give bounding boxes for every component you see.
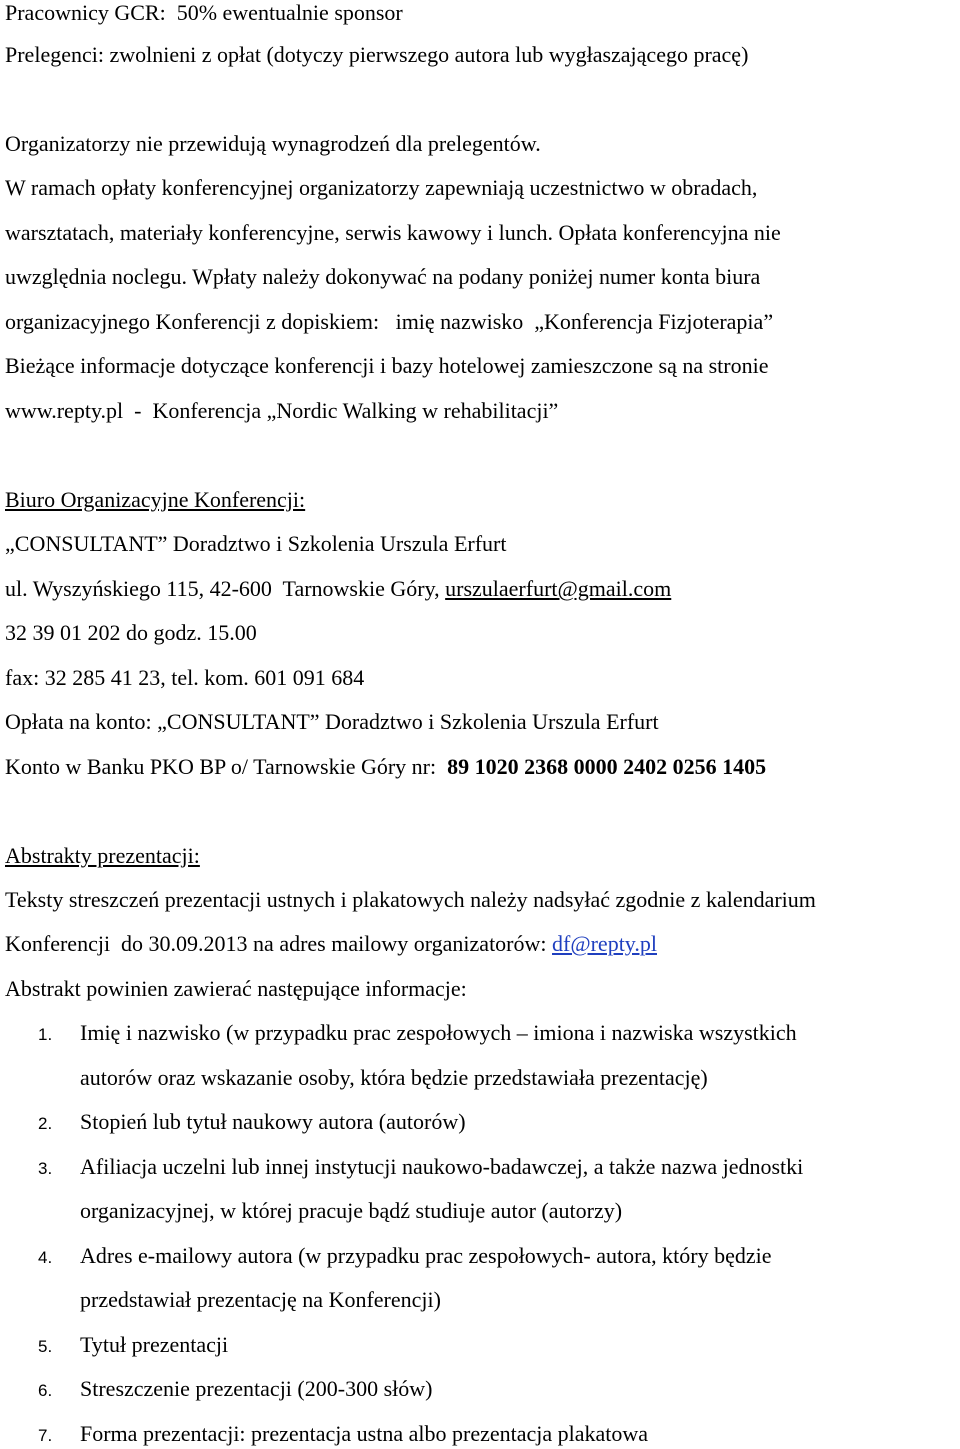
text-line: Bieżące informacje dotyczące konferencji i bazy hotelowej zamieszczone są na stronie <box>5 353 769 378</box>
office-heading: Biuro Organizacyjne Konferencji: <box>5 487 306 512</box>
text-line: uwzględnia noclegu. Wpłaty należy dokonywać na podany poniżej numer konta biura <box>5 264 761 289</box>
list-number: 1. <box>38 1025 53 1044</box>
text-line: organizacyjnego Konferencji z dopiskiem: imię nazwisko „Konferencja Fizjoterapia” <box>5 309 774 334</box>
list-item: Streszczenie prezentacji (200-300 słów) <box>80 1376 433 1401</box>
list-item: Imię i nazwisko (w przypadku prac zespołowych – imiona i nazwiska wszystkich <box>80 1020 797 1045</box>
text-line: „CONSULTANT” Doradztwo i Szkolenia Urszula Erfurt <box>5 531 507 556</box>
email-link[interactable]: urszulaerfurt@gmail.com <box>445 576 672 601</box>
text-line: fax: 32 285 41 23, tel. kom. 601 091 684 <box>5 665 365 690</box>
list-number: 4. <box>38 1248 53 1267</box>
list-item-continuation: autorów oraz wskazanie osoby, która będzie przedstawiała prezentację) <box>80 1065 708 1090</box>
list-item: Forma prezentacji: prezentacja ustna albo prezentacja plakatowa <box>80 1421 649 1446</box>
account-number: 89 1020 2368 0000 2402 0256 1405 <box>447 754 767 779</box>
list-number: 5. <box>38 1337 53 1356</box>
list-number: 3. <box>38 1159 53 1178</box>
list-item: Stopień lub tytuł naukowy autora (autorów) <box>80 1109 466 1134</box>
text-line: Prelegenci: zwolnieni z opłat (dotyczy pierwszego autora lub wygłaszającego pracę) <box>5 42 749 67</box>
list-item: Afiliacja uczelni lub innej instytucji naukowo-badawczej, a także nazwa jednostki <box>80 1154 804 1179</box>
text-line: Opłata na konto: „CONSULTANT” Doradztwo i Szkolenia Urszula Erfurt <box>5 709 659 734</box>
list-item-continuation: przedstawiał prezentację na Konferencji) <box>80 1287 441 1312</box>
email-link[interactable]: df@repty.pl <box>552 931 657 956</box>
text-line: Pracownicy GCR: 50% ewentualnie sponsor <box>5 0 403 25</box>
list-number: 7. <box>38 1426 53 1445</box>
address-text: ul. Wyszyńskiego 115, 42-600 Tarnowskie Góry, <box>5 576 446 601</box>
text-line: 32 39 01 202 do godz. 15.00 <box>5 620 257 645</box>
text-line: W ramach opłaty konferencyjnej organizatorzy zapewniają uczestnictwo w obradach, <box>5 175 758 200</box>
abstracts-heading: Abstrakty prezentacji: <box>5 843 200 868</box>
text-line: Teksty streszczeń prezentacji ustnych i plakatowych należy nadsyłać zgodnie z kalendarium <box>5 887 816 912</box>
deadline-line <box>5 931 657 957</box>
list-number: 2. <box>38 1114 53 1133</box>
bank-text: Konto w Banku PKO BP o/ Tarnowskie Góry nr: <box>5 754 448 779</box>
list-number: 6. <box>38 1381 53 1400</box>
bank-account-line <box>5 754 766 780</box>
address-line <box>5 576 671 602</box>
deadline-text: Konferencji do 30.09.2013 na adres mailowy organizatorów: <box>5 931 553 956</box>
list-item: Tytuł prezentacji <box>80 1332 229 1357</box>
text-line: warsztatach, materiały konferencyjne, serwis kawowy i lunch. Opłata konferencyjna nie <box>5 220 781 245</box>
text-line: Abstrakt powinien zawierać następujące informacje: <box>5 976 467 1001</box>
list-item-continuation: organizacyjnej, w której pracuje bądź studiuje autor (autorzy) <box>80 1198 623 1223</box>
text-line: Organizatorzy nie przewidują wynagrodzeń dla prelegentów. <box>5 131 541 156</box>
list-item: Adres e-mailowy autora (w przypadku prac zespołowych- autora, który będzie <box>80 1243 772 1268</box>
text-line: www.repty.pl - Konferencja „Nordic Walking w rehabilitacji” <box>5 398 559 423</box>
